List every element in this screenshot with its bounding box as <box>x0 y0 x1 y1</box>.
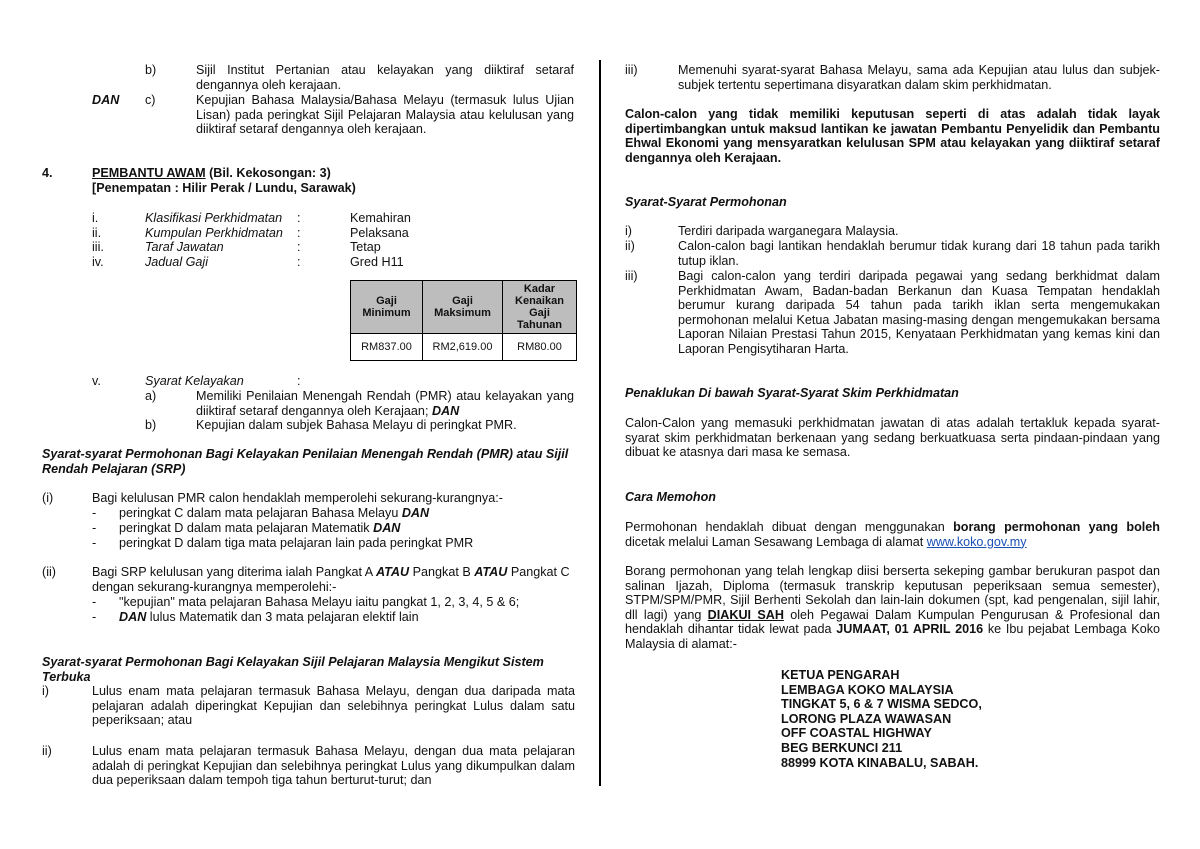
borang-text-1: Borang permohonan yang telah lengkap diisi berserta sekeping gambar berukuran paspot dan salinan Ijazah, Diploma (termasuk transkrip keputusan peperiksaan semua semester), STPM/SPM/PMR, Sijil Berhenti Sekolah dan lain-lain dokumen (spt, kad pengenalan, sijil lahir, dll lagi) yang <box>625 564 1160 622</box>
spm-heading: Syarat-syarat Permohonan Bagi Kelayakan Sijil Pelajaran Malaysia Mengikut Sistem Terbuka <box>42 655 544 684</box>
iii-num: iii) <box>625 63 638 77</box>
salary-min-value: RM837.00 <box>351 334 423 361</box>
pmr-i-bullet-2-dan: DAN <box>373 521 401 535</box>
bullet-dash: - <box>92 610 97 624</box>
borang-text-3: oleh Pegawai Dalam Kumpulan Pengurusan & Profesional dan hendaklah dihantar tidak lewat pada <box>625 607 1160 637</box>
info-colon: : <box>297 255 301 269</box>
section-vacancy: (Bil. Kekosongan: 3) <box>205 166 331 180</box>
pmr-ii-text-2: Pangkat B <box>409 565 475 579</box>
qual-num: v. <box>92 374 101 388</box>
atau-connector: ATAU <box>376 565 410 579</box>
penaklukan-text: Calon-Calon yang memasuki perkhidmatan jawatan di atas adalah tertakluk kepada syarat-syarat skim perkhidmatan berkenaan yang sedang berkuatkuasa serta pindaan-pindaan yang dibuat ke atasnya dari masa ke semasa. <box>625 416 1160 460</box>
address-line: LEMBAGA KOKO MALAYSIA <box>781 682 954 697</box>
qual-a-text <box>196 389 574 418</box>
pmr-ii-text <box>92 565 576 594</box>
info-value: Gred H11 <box>350 255 404 269</box>
website-link[interactable]: www.koko.gov.my <box>926 534 1027 549</box>
syarat-heading: Syarat-Syarat Permohonan <box>625 195 787 209</box>
spm-ii-text: Lulus enam mata pelajaran termasuk Bahasa Melayu, dengan dua mata pelajaran adalah di peringkat Kepujian dan selebihnya peringkat Lulus yang dikumpulkan dalam dua peperiksaan dalam tempoh tiga tahun berturut-turut; dan <box>92 744 575 788</box>
info-num: iii. <box>92 240 104 254</box>
cara-text <box>625 520 1160 549</box>
bullet-dash: - <box>92 506 97 520</box>
column-divider <box>599 60 601 786</box>
section-placement: [Penempatan : Hilir Perak / Lundu, Sarawak) <box>92 181 356 195</box>
pmr-ii-text-1: Bagi SRP kelulusan yang diterima ialah Pangkat A <box>92 565 377 579</box>
qual-colon: : <box>297 374 301 388</box>
item-c-text: Kepujian Bahasa Malaysia/Bahasa Melayu (termasuk lulus Ujian Lisan) pada peringkat Sijil Pelajaran Malaysia atau kelulusan yang diiktiraf setaraf dengannya oleh kerajaan. <box>196 93 574 137</box>
section-heading <box>92 166 331 181</box>
salary-header-max: Gaji Maksimum <box>423 281 503 334</box>
cara-text-3: dicetak melalui Laman Sesawang Lembaga di alamat <box>625 534 927 549</box>
deadline-date: JUMAAT, 01 APRIL 2016 <box>836 622 984 637</box>
pmr-i-bullet-2-text: peringkat D dalam mata pelajaran Matematik <box>119 521 374 535</box>
pmr-i-bullet-1-text: peringkat C dalam mata pelajaran Bahasa Melayu <box>119 506 402 520</box>
diakui-sah: DIAKUI SAH <box>707 607 784 622</box>
qual-b-label: b) <box>145 418 157 432</box>
pmr-ii-bullet-2-text: lulus Matematik dan 3 mata pelajaran elektif lain <box>146 610 419 624</box>
qual-a-body: Memiliki Penilaian Menengah Rendah (PMR) atau kelayakan yang diiktiraf setaraf dengannya oleh Kerajaan; <box>196 389 574 418</box>
syarat-num: iii) <box>625 269 638 283</box>
address-line: OFF COASTAL HIGHWAY <box>781 726 932 741</box>
salary-header-increment: Kadar Kenaikan Gaji Tahunan <box>503 281 577 334</box>
section-number: 4. <box>42 166 53 180</box>
spm-ii-num: ii) <box>42 744 52 758</box>
borang-text <box>625 564 1160 652</box>
item-b-text: Sijil Institut Pertanian atau kelayakan yang diiktiraf setaraf dengannya oleh kerajaan. <box>196 63 574 92</box>
info-num: i. <box>92 211 99 225</box>
eligibility-warning: Calon-calon yang tidak memiliki keputusan seperti di atas adalah tidak layak dipertimbangkan untuk maksud lantikan ke jawatan Pembantu Penyelidik dan Pembantu Ehwal Ekonomi yang mensyaratkan kelulusan SPM atau kelayakan yang diiktiraf setaraf dengannya oleh Kerajaan. <box>625 107 1160 165</box>
bullet-dash: - <box>92 521 97 535</box>
salary-table-row <box>351 334 577 361</box>
spm-i-num: i) <box>42 684 49 698</box>
spm-i-text: Lulus enam mata pelajaran termasuk Bahasa Melayu, dengan dua daripada mata pelajaran adalah diperingkat Kepujian dan selebihnya peringkat Lulus dalam satu peperiksaan; atau <box>92 684 575 728</box>
bullet-dash: - <box>92 536 97 550</box>
iii-text: Memenuhi syarat-syarat Bahasa Melayu, sama ada Kepujian atau lulus dan subjek-subjek tertentu sepertimana disyaratkan dalam skim perkhidmatan. <box>678 63 1160 92</box>
info-label: Jadual Gaji <box>145 255 209 269</box>
qual-label: Syarat Kelayakan <box>145 374 244 388</box>
qual-a-dan: DAN <box>431 403 460 418</box>
salary-header-min: Gaji Minimum <box>351 281 423 334</box>
borang-text-5: ke Ibu pejabat Lembaga Koko Malaysia di alamat:- <box>625 622 1161 651</box>
info-value: Pelaksana <box>350 226 409 240</box>
pmr-ii-bullet-2 <box>119 610 419 625</box>
section-title: PEMBANTU AWAM <box>92 166 206 180</box>
info-colon: : <box>297 211 301 225</box>
address-line: 88999 KOTA KINABALU, SABAH. <box>781 755 979 770</box>
address-line: TINGKAT 5, 6 & 7 WISMA SEDCO, <box>781 697 982 712</box>
dan-connector: DAN <box>92 93 120 107</box>
pmr-i-num: (i) <box>42 491 54 505</box>
pmr-ii-num: (ii) <box>42 565 56 579</box>
info-value: Tetap <box>350 240 381 254</box>
info-label: Klasifikasi Perkhidmatan <box>145 211 283 225</box>
address-line: BEG BERKUNCI 211 <box>781 740 903 755</box>
info-num: iv. <box>92 255 104 269</box>
bullet-dash: - <box>92 595 97 609</box>
syarat-text: Terdiri daripada warganegara Malaysia. <box>678 224 899 238</box>
info-label: Kumpulan Perkhidmatan <box>145 226 283 240</box>
cara-text-1: Permohonan hendaklah dibuat dengan menggunakan <box>625 520 954 534</box>
cara-text-bold: borang permohonan yang boleh <box>953 520 1160 534</box>
info-label: Taraf Jawatan <box>145 240 224 254</box>
salary-table <box>350 280 577 361</box>
atau-connector: ATAU <box>474 565 508 579</box>
qual-a-label: a) <box>145 389 157 403</box>
syarat-num: ii) <box>625 239 635 253</box>
info-colon: : <box>297 240 301 254</box>
salary-table-header-row <box>351 281 577 334</box>
pmr-i-bullet-3: peringkat D dalam tiga mata pelajaran lain pada peringkat PMR <box>119 536 474 550</box>
syarat-num: i) <box>625 224 632 238</box>
info-value: Kemahiran <box>350 211 411 225</box>
syarat-text: Calon-calon bagi lantikan hendaklah berumur tidak kurang dari 18 tahun pada tarikh tutup iklan. <box>678 239 1160 268</box>
cara-heading: Cara Memohon <box>625 490 716 504</box>
pmr-ii-bullet-1: "kepujian" mata pelajaran Bahasa Melayu iaitu pangkat 1, 2, 3, 4, 5 & 6; <box>119 595 520 609</box>
info-num: ii. <box>92 226 102 240</box>
mailing-address <box>781 668 982 770</box>
pmr-i-bullet-1-dan: DAN <box>401 506 430 520</box>
salary-max-value: RM2,619.00 <box>423 334 503 361</box>
address-line: LORONG PLAZA WAWASAN <box>781 711 952 726</box>
item-b-label: b) <box>145 63 157 77</box>
info-colon: : <box>297 226 301 240</box>
salary-increment-value: RM80.00 <box>503 334 577 361</box>
qual-b-text: Kepujian dalam subjek Bahasa Melayu di peringkat PMR. <box>196 418 517 432</box>
penaklukan-heading: Penaklukan Di bawah Syarat-Syarat Skim Perkhidmatan <box>625 386 959 400</box>
pmr-i-bullet-1 <box>119 506 429 521</box>
pmr-heading: Syarat-syarat Permohonan Bagi Kelayakan Penilaian Menengah Rendah (PMR) atau Sijil Rendah Pelajaran (SRP) <box>42 447 569 476</box>
address-line: KETUA PENGARAH <box>781 668 900 682</box>
pmr-i-text: Bagi kelulusan PMR calon hendaklah memperolehi sekurang-kurangnya:- <box>92 491 503 505</box>
item-c-label: c) <box>145 93 156 107</box>
pmr-i-bullet-2 <box>119 521 400 536</box>
pmr-ii-bullet-2-dan: DAN <box>119 610 147 624</box>
pmr-ii-text-3: Pangkat C dengan sekurang-kurangnya memperolehi:- <box>92 565 570 594</box>
syarat-text: Bagi calon-calon yang terdiri daripada pegawai yang sedang berkhidmat dalam Perkhidmatan Awam, Badan-badan Berkanun dan Kuasa Tempatan hendaklah berumur kurang daripada 54 tahun pada tarikh iklan serta mengemukakan permohonan melalui Ketua Jabatan masing-masing dengan mengemukakan bersama Laporan Nilaian Prestasi Tahun 2015, Kenyataan Perkhidmatan yang kemas kini dan Laporan Pengisytiharan Harta. <box>678 269 1160 356</box>
